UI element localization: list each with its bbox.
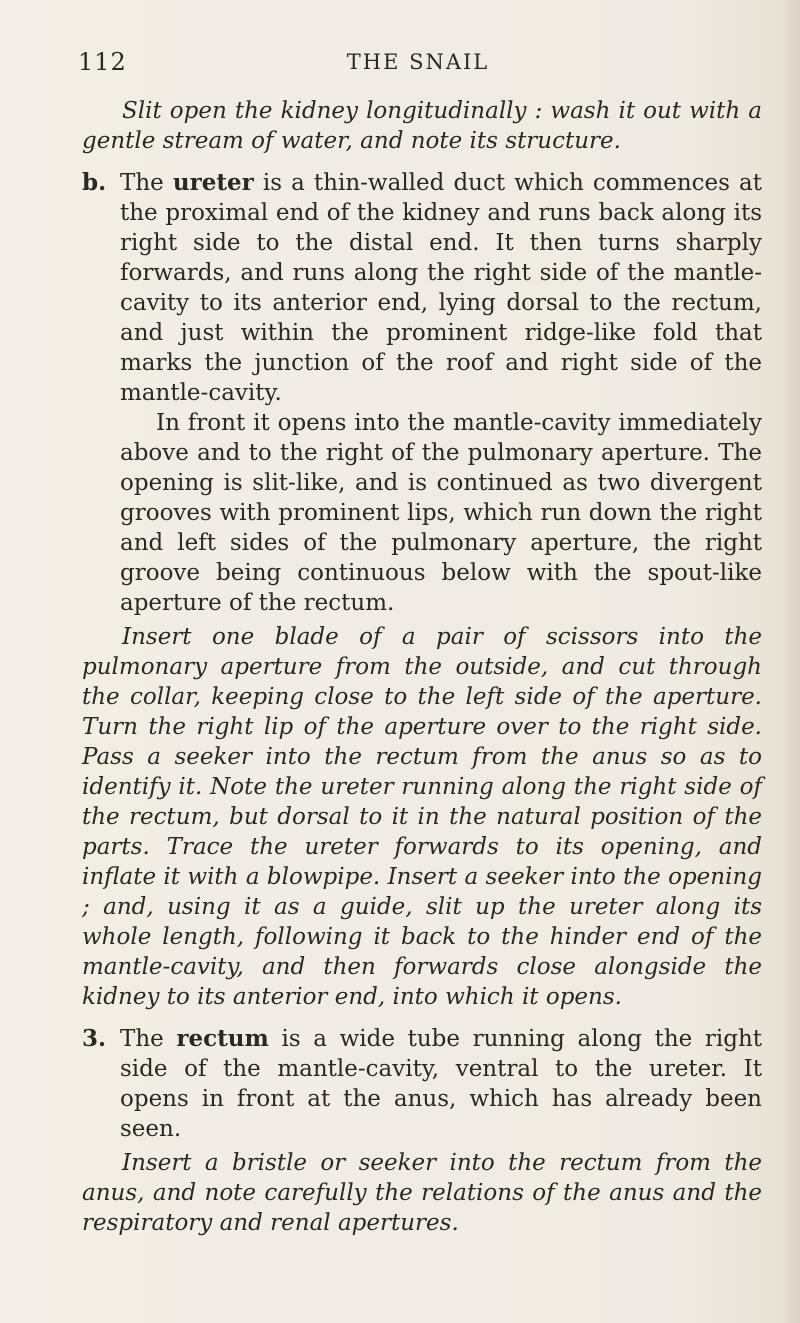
intro-instruction: Slit open the kidney longitudinally : wash it out with a gentle stream of water, and note its structure.	[82, 98, 762, 154]
page-header	[78, 48, 758, 82]
instruction-2: Insert one blade of a pair of scissors into the pulmonary aperture from the outside, and cut through the collar, keeping close to the left side of the aperture. Turn the right lip of the aperture over to the right side. Pass a seeker into the rectum from the anus so as to identify it. Note the ureter running along the right side of the rectum, but dorsal to it in the natural position of the parts. Trace the ureter forwards to its opening, and inflate it with a blowpipe. Insert a seeker into the opening ; and, using it as a guide, slit up the ureter along its whole length, following it back to the hinder end of the mantle-cavity, and then forwards close alongside the kidney to its anterior end, into which it opens.	[82, 624, 762, 1010]
section-b-paragraph-2: In front it opens into the mantle-cavity immediately above and to the right of the pulmonary aperture. The opening is slit-like, and is continued as two divergent grooves with prominent lips, which run down the right and left sides of the pulmonary aperture, the right groove being continuous below with the spout-like aperture of the rectum.	[120, 410, 762, 616]
section-3-text: is a wide tube running along the right side of the mantle-cavity, ventral to the ureter. It opens in front at the anus, which has already been seen.	[120, 1026, 763, 1142]
page-number: 112	[78, 48, 127, 76]
section-b-prefix: The	[120, 170, 164, 196]
section-3	[82, 1024, 762, 1144]
section-b-body	[120, 168, 762, 618]
instruction-3: Insert a bristle or seeker into the rectum from the anus, and note carefully the relations of the anus and the respiratory and renal apertures.	[82, 1150, 762, 1236]
page-body	[82, 96, 762, 1238]
section-3-paragraph	[120, 1024, 762, 1144]
section-3-term: rectum	[176, 1025, 269, 1052]
section-label-b: b.	[82, 169, 107, 196]
section-b	[82, 168, 762, 618]
section-label-3: 3.	[82, 1025, 107, 1052]
section-3-body	[120, 1024, 762, 1144]
running-head: THE SNAIL	[346, 50, 490, 74]
page-edge-shadow	[782, 0, 800, 1323]
section-3-prefix: The	[120, 1026, 164, 1052]
section-b-paragraph-1	[120, 168, 762, 408]
section-b-text: is a thin-walled duct which commences at the proximal end of the kidney and runs back along its right side to the distal end. It then turns sharply forwards, and runs along the right side of the mantle-cavity to its anterior end, lying dorsal to the rectum, and just within the prominent ridge-like fold that marks the junction of the roof and right side of the mantle-cavity.	[120, 170, 763, 406]
section-b-term: ureter	[172, 169, 254, 196]
